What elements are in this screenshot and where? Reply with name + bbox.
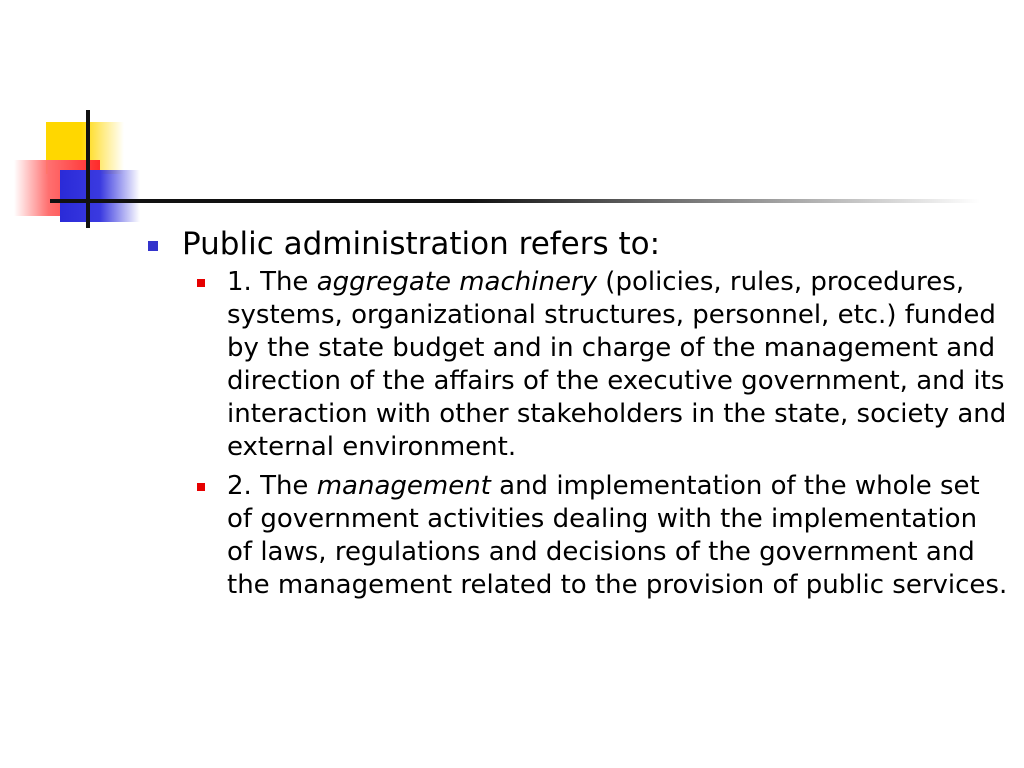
horizontal-rule (50, 199, 980, 203)
sub-bullet-2-prefix: 2. The (227, 471, 317, 501)
sub-bullet-2-emphasis: management (316, 471, 491, 501)
main-bullet-text: Public administration refers to: (182, 226, 661, 262)
sub-bullet-1-emphasis: aggregate machinery (316, 267, 598, 297)
sub-bullet-1 (182, 266, 1010, 464)
red-square-bullet-icon (197, 279, 205, 287)
vertical-rule (86, 110, 90, 228)
blue-square-bullet-icon (148, 241, 158, 251)
sub-bullet-1-text: (policies, rules, procedures, systems, organizational structures, personnel, etc.) funded by the state budget and in charge of the management and direction of the affairs of the executive government, and its interaction with other stakeholders in the state, society and external environment. (227, 267, 1007, 462)
red-square-bullet-icon (197, 483, 205, 491)
sub-bullet-2 (182, 470, 1010, 602)
sub-bullet-1-prefix: 1. The (227, 267, 317, 297)
slide-body (140, 224, 1010, 608)
bullet-level1 (140, 224, 1010, 264)
sub-bullet-2-text: and implementation of the whole set of government activities dealing with the implementation of laws, regulations and decisions of the government and the management related to the provision of public services. (227, 471, 1008, 600)
blue-square-decoration (60, 170, 140, 222)
